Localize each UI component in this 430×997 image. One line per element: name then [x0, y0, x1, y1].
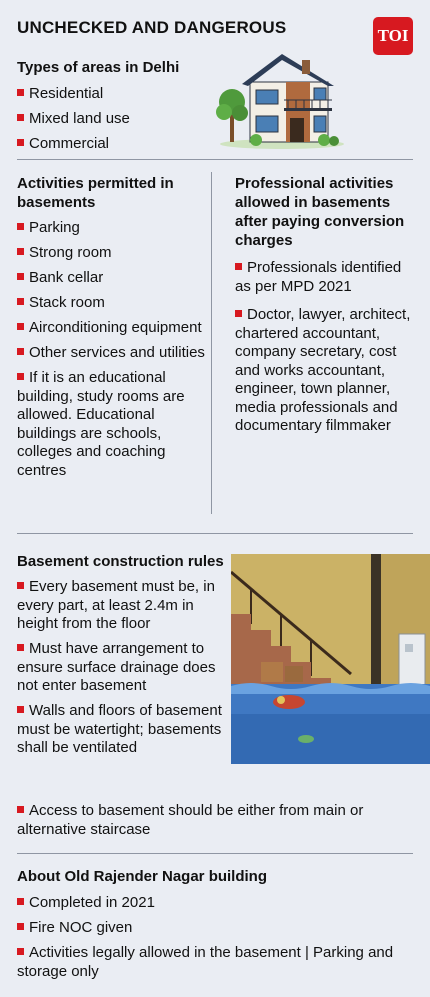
bullet-icon: [17, 139, 24, 146]
list-item-text: Completed in 2021: [29, 894, 155, 911]
bullet-icon: [17, 114, 24, 121]
professional-section: [235, 174, 415, 442]
list-item: [17, 919, 417, 938]
column-divider: [211, 172, 212, 514]
list-item: [17, 578, 229, 634]
list-item-text: Mixed land use: [29, 110, 130, 127]
list-item-text: If it is an educational building, study rooms are allowed. Educational buildings are schools, colleges and coaching centres: [17, 369, 185, 479]
bullet-icon: [17, 298, 24, 305]
list-item-text: Must have arrangement to ensure surface drainage does not enter basement: [17, 640, 216, 694]
list-item: [17, 344, 205, 363]
permitted-heading: Activities permitted in basements: [17, 175, 174, 211]
areas-section: [17, 58, 217, 160]
divider: [17, 533, 413, 534]
areas-list: [17, 85, 217, 154]
list-item-text: Every basement must be, in every part, at least 2.4m in height from the floor: [17, 578, 215, 632]
divider: [17, 159, 413, 160]
list-item: [17, 110, 217, 129]
bullet-icon: [17, 323, 24, 330]
list-item-text: Professionals identified as per MPD 2021: [235, 259, 402, 295]
construction-section: [17, 552, 229, 764]
bullet-icon: [17, 373, 24, 380]
professional-heading: Professional activities allowed in basements after paying conversion charges: [235, 175, 405, 249]
house-icon: [216, 40, 346, 150]
bullet-icon: [17, 89, 24, 96]
bullet-icon: [17, 248, 24, 255]
rajender-heading: About Old Rajender Nagar building: [17, 868, 268, 885]
toi-logo: TOI: [373, 17, 413, 55]
list-item-text: Access to basement should be either from main or alternative staircase: [17, 802, 364, 838]
page-title: UNCHECKED AND DANGEROUS: [17, 18, 287, 37]
list-item: [17, 802, 417, 839]
bullet-icon: [17, 706, 24, 713]
bullet-icon: [17, 273, 24, 280]
list-item-text: Doctor, lawyer, architect, chartered accountant, company secretary, cost and works accountant, engineer, town planner, media professionals and documentary filmmaker: [235, 306, 411, 434]
list-item: [17, 85, 217, 104]
list-item: [17, 702, 229, 758]
list-item-text: Residential: [29, 85, 104, 102]
construction-wide-item: [17, 802, 417, 846]
list-item: [17, 294, 205, 313]
areas-heading: Types of areas in Delhi: [17, 59, 180, 76]
list-item: [17, 369, 205, 480]
list-item: [17, 894, 417, 913]
construction-heading: Basement construction rules: [17, 553, 224, 570]
list-item-text: Bank cellar: [29, 269, 104, 286]
professional-list: [235, 259, 415, 436]
bullet-icon: [235, 310, 242, 317]
list-item-text: Activities legally allowed in the basement | Parking and storage only: [17, 944, 394, 980]
bullet-icon: [17, 806, 24, 813]
bullet-icon: [17, 923, 24, 930]
list-item-text: Other services and utilities: [29, 344, 205, 361]
list-item: [235, 259, 415, 296]
list-item-text: Stack room: [29, 294, 105, 311]
flooded-basement-icon: [231, 554, 430, 764]
list-item: [235, 306, 415, 436]
list-item-text: Airconditioning equipment: [29, 319, 202, 336]
list-item-text: Parking: [29, 219, 80, 236]
construction-list: [17, 578, 229, 758]
bullet-icon: [235, 263, 242, 270]
list-item: [17, 269, 205, 288]
bullet-icon: [17, 582, 24, 589]
bullet-icon: [17, 348, 24, 355]
list-item: [17, 944, 417, 981]
list-item-text: Commercial: [29, 135, 110, 152]
list-item-text: Strong room: [29, 244, 112, 261]
list-item-text: Fire NOC given: [29, 919, 133, 936]
list-item: [17, 135, 217, 154]
list-item-text: Walls and floors of basement must be watertight; basements shall be ventilated: [17, 702, 222, 756]
list-item: [17, 244, 205, 263]
list-item: [17, 219, 205, 238]
construction-wide-list: [17, 802, 417, 839]
bullet-icon: [17, 223, 24, 230]
bullet-icon: [17, 948, 24, 955]
divider: [17, 853, 413, 854]
list-item: [17, 640, 229, 696]
rajender-list: [17, 894, 417, 981]
list-item: [17, 319, 205, 338]
bullet-icon: [17, 644, 24, 651]
permitted-list: [17, 219, 205, 480]
bullet-icon: [17, 898, 24, 905]
permitted-section: [17, 174, 205, 487]
rajender-section: [17, 867, 417, 988]
